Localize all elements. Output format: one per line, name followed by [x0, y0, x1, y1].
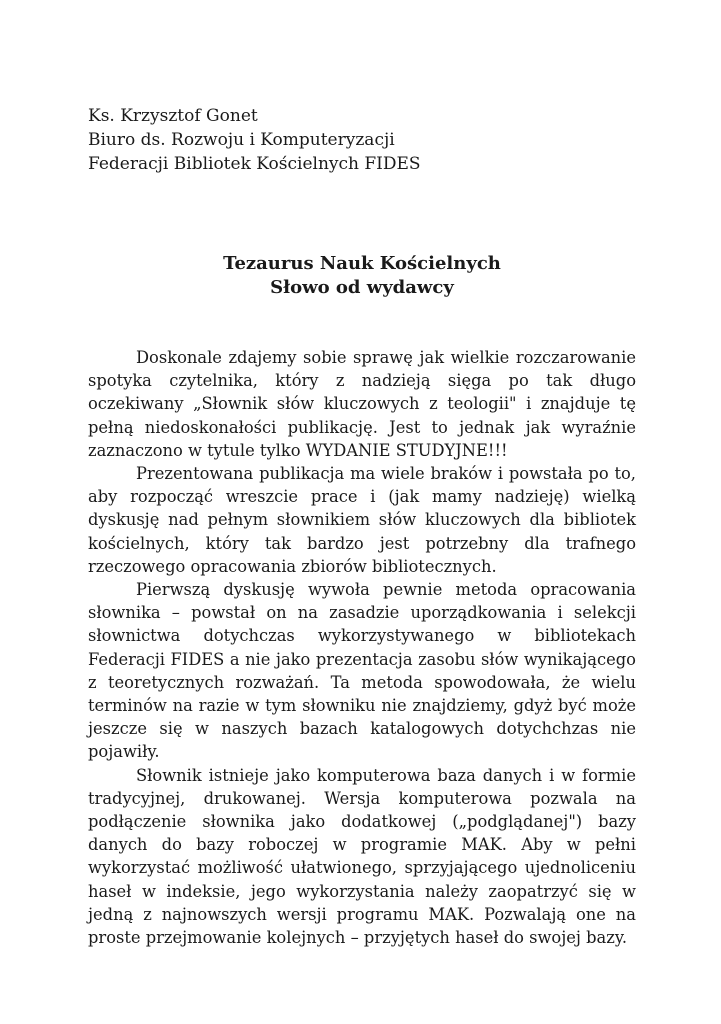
author-name: Ks. Krzysztof Gonet — [88, 106, 258, 126]
paragraph: Słownik istnieje jako komputerowa baza danych i w formie tradycyjnej, drukowanej. Wersja komputerowa pozwala na podłączenie słownika jako dodatkowej („podglądanej") bazy danych do bazy roboczej w programie MAK. Aby w pełni wykorzystać możliwość ułatwionego, sprzyjającego ujednoliceniu haseł w indeksie, jego wykorzystania należy zaopatrzyć się w jedną z najnowszych wersji programu MAK. Pozwalają one na proste przejmowanie kolejnych – przyjętych haseł do swojej bazy. — [88, 765, 636, 948]
title-block — [88, 252, 636, 300]
document-subtitle: Słowo od wydawcy — [270, 277, 454, 298]
body-text — [88, 346, 636, 949]
paragraph: Pierwszą dyskusję wywoła pewnie metoda opracowania słownika – powstał on na zasadzie uporządkowania i selekcji słownictwa dotychczas wykorzystywanego w bibliotekach Federacji FIDES a nie jako prezentacja zasobu słów wynikającego z teoretycznych rozważań. Ta metoda spowodowała, że wielu terminów na razie w tym słowniku nie znajdziemy, gdyż być może jeszcze się w naszych bazach katalogowych dotychchzas nie pojawiły. — [88, 580, 636, 762]
author-organization: Federacji Bibliotek Kościelnych FIDES — [88, 154, 421, 174]
author-block — [88, 104, 648, 176]
paragraph: Doskonale zdajemy sobie sprawę jak wielkie rozczarowanie spotyka czytelnika, który z nadzieją sięga po tak długo oczekiwany „Słownik słów kluczowych z teologii" i znajduje tę pełną niedoskonałości publikację. Jest to jednak jak wyraźnie zaznaczono w tytule tylko WYDANIE STUDYJNE!!! — [88, 348, 636, 460]
paragraph: Prezentowana publikacja ma wiele braków i powstała po to, aby rozpocząć wreszcie prace i (jak mamy nadzieję) wielką dyskusję nad pełnym słownikiem słów kluczowych dla bibliotek kościelnych, który tak bardzo jest potrzebny dla trafnego rzeczowego opracowania zbiorów bibliotecznych. — [88, 464, 636, 576]
author-office: Biuro ds. Rozwoju i Komputeryzacji — [88, 130, 395, 150]
document-title: Tezaurus Nauk Kościelnych — [223, 253, 501, 274]
